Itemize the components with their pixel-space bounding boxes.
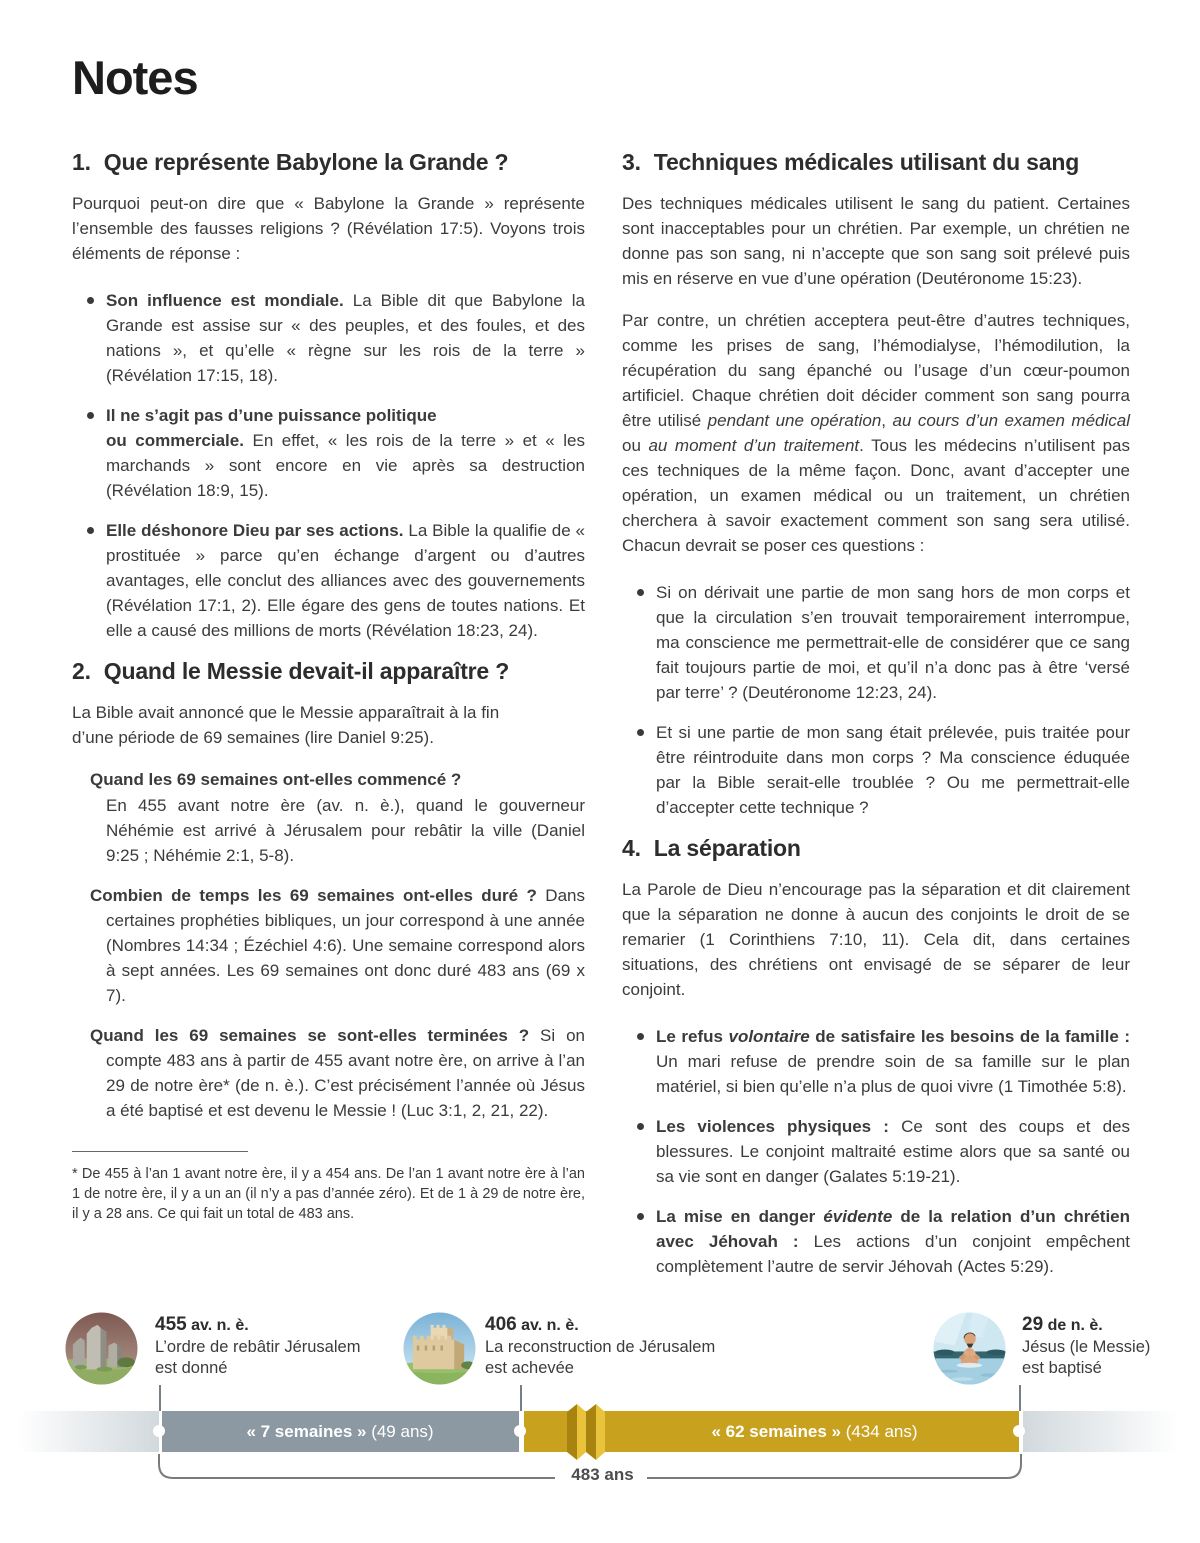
- timeline-tick: [1019, 1385, 1021, 1411]
- timeline-event-29: [1022, 1314, 1150, 1379]
- timeline-tick: [520, 1385, 522, 1411]
- section-3-bullets: [622, 580, 1130, 820]
- event-year: 455: [155, 1314, 187, 1335]
- answer: En 455 avant notre ère (av. n. è.), quand le gouverneur Néhémie est arrivé à Jérusalem pour rebâtir la ville (Daniel 9:25 ; Néhémie 2:1, 5-8).: [106, 796, 585, 865]
- timeline-bar-fade-left: [18, 1411, 159, 1452]
- right-column: [622, 149, 1130, 1294]
- section-1-heading: 1. Que représente Babylone la Grande ?: [72, 149, 509, 175]
- bullet-icon: [637, 729, 644, 736]
- list-item: Les violences physiques : Ce sont des coups et des blessures. Le conjoint maltraité estime alors que sa santé ou sa vie sont en danger (Galates 5:19-21).: [622, 1114, 1130, 1189]
- timeline-event-406: [485, 1314, 715, 1379]
- event-year: 29: [1022, 1314, 1044, 1335]
- question: Quand les 69 semaines ont-elles commencé ?: [90, 770, 462, 789]
- jerusalem-ruins-icon: [65, 1312, 138, 1385]
- jesus-baptism-icon: [933, 1312, 1006, 1385]
- list-item: Si on dérivait une partie de mon sang hors de mon corps et que la circulation s’en trouvait temporairement interrompue, ma conscience me permettrait-elle de considérer que ce sang fait toujours partie de moi, et qu’il n’a donc pas à être ‘versé par terre’ ? (Deutéronome 12:23, 24).: [622, 580, 1130, 705]
- section-2: [72, 658, 585, 1123]
- event-era: av. n. è.: [186, 1317, 249, 1334]
- timeline-node-dot: [514, 1425, 526, 1437]
- list-item: Et si une partie de mon sang était prélevée, puis traitée pour être réintroduite dans mon corps ? Ma conscience éduquée par la Bible serait-elle troublée ? Ou me permettrait-elle d’accepter cette technique ?: [622, 720, 1130, 820]
- event-description: La reconstruction de Jérusalem est achevée: [485, 1338, 716, 1377]
- section-1: [72, 149, 585, 643]
- bullet-icon: [637, 1033, 644, 1040]
- event-era: de n. è.: [1043, 1317, 1103, 1334]
- bullet-icon: [87, 297, 94, 304]
- section-3-heading: 3. Techniques médicales utilisant du sang: [622, 149, 1080, 175]
- timeline-node-dot: [1013, 1425, 1025, 1437]
- section-1-bullets: [72, 288, 585, 643]
- section-1-intro: Pourquoi peut-on dire que « Babylone la Grande » représente l’ensemble des fausses religions ? (Révélation 17:5). Voyons trois éléments de réponse :: [72, 194, 585, 263]
- two-column-layout: [72, 149, 1136, 1294]
- question-block: Combien de temps les 69 semaines ont-elles duré ? Dans certaines prophéties bibliques, un jour correspond à une année (Nombres 14:34 ; Ézéchiel 4:6). Une semaine correspond alors à sept années. Les 69 semaines ont donc duré 483 ans (69 x 7).: [90, 886, 585, 1005]
- list-item: Son influence est mondiale. La Bible dit que Babylone la Grande est assise sur « des peuples, et des foules, et des nations », et qu’elle « règne sur les rois de la terre » (Révélation 17:15, 18).: [72, 288, 585, 388]
- event-description: L’ordre de rebâtir Jérusalem est donné: [155, 1338, 361, 1377]
- list-item: Il ne s’agit pas d’une puissance politique ou commerciale. En effet, « les rois de la terre » et « les marchands » sont encore en vie après sa destruction (Révélation 18:9, 15).: [72, 403, 585, 503]
- question-block: Quand les 69 semaines se sont-elles terminées ? Si on compte 483 ans à partir de 455 avant notre ère, on arrive à l’an 29 de notre ère* (de n. è.). C’est précisément l’année où Jésus a été baptisé et est devenu le Messie ! (Luc 3:1, 2, 21, 22).: [90, 1026, 585, 1120]
- question-block: [72, 767, 585, 868]
- footnote-divider: [72, 1151, 248, 1152]
- list-item: Le refus volontaire de satisfaire les besoins de la famille : Un mari refuse de prendre soin de sa famille sur le plan matériel, si bien qu’elle n’a plus de quoi vivre (1 Timothée 5:8).: [622, 1024, 1130, 1099]
- bullet-icon: [87, 412, 94, 419]
- section-3-paragraph-1: Des techniques médicales utilisent le sang du patient. Certaines sont inacceptables pour un chrétien. Par exemple, un chrétien ne donne pas son sang, ni n’accepte que son sang soit prélevé puis mis en réserve en vue d’une opération (Deutéronome 15:23).: [622, 194, 1130, 288]
- timeline-bar-fade-right: [1023, 1411, 1178, 1452]
- timeline-node-dot: [153, 1425, 165, 1437]
- timeline-total-label: 483 ans: [571, 1465, 634, 1484]
- section-3-paragraph-2: Par contre, un chrétien acceptera peut-être d’autres techniques, comme les prises de sang, l’hémodialyse, l’hémodilution, la récupération du sang épanché ou l’usage d’un cœur-poumon artificiel. Chaque chrétien doit décider comment son sang pourra être utilisé pendant une opération, au cours d’un examen médical ou au moment d’un traitement. Tous les médecins n’utilisent pas ces techniques de la même façon. Donc, avant d’accepter une opération, un examen médical ou un traitement, un chrétien cherchera à savoir exactement comment son sang sera utilisé. Chacun devrait se poser ces questions :: [622, 311, 1131, 555]
- section-4-paragraph: La Parole de Dieu n’encourage pas la séparation et dit clairement que la séparation ne donne à aucun des conjoints le droit de se remarier (1 Corinthiens 7:10, 11). Cela dit, dans certaines situations, des chrétiens ont envisagé de se séparer de leur conjoint.: [622, 880, 1130, 999]
- list-item: Elle déshonore Dieu par ses actions. La Bible la qualifie de « prostituée » parce qu’en échange d’argent ou d’autres avantages, elle conclut des alliances avec des gouvernements (Révélation 17:1, 2). Elle égare des gens de toutes nations. Et elle a causé des millions de morts (Révélation 18:23, 24).: [72, 518, 585, 643]
- section-4: [622, 835, 1130, 1279]
- bullet-icon: [637, 589, 644, 596]
- bullet-icon: [637, 1213, 644, 1220]
- left-column: [72, 149, 585, 1294]
- bar-label-62-weeks: « 62 semaines » (434 ans): [711, 1422, 918, 1441]
- timeline-event-455: [155, 1314, 360, 1379]
- section-2-heading: 2. Quand le Messie devait-il apparaître ?: [72, 658, 510, 684]
- section-4-bullets: [622, 1024, 1130, 1279]
- jerusalem-rebuilt-icon: [403, 1312, 476, 1385]
- event-era: av. n. è.: [516, 1317, 579, 1334]
- footnote: * De 455 à l’an 1 avant notre ère, il y a 454 ans. De l’an 1 avant notre ère à l’an 1 de notre ère, il y a un an (il n’y a pas d’année zéro). Et de 1 à 29 de notre ère, il y a 28 ans. Ce qui fait un total de 483 ans.: [72, 1166, 585, 1222]
- section-3: [622, 149, 1130, 820]
- timeline: [0, 1300, 1200, 1543]
- event-year: 406: [485, 1314, 517, 1335]
- section-4-heading: 4. La séparation: [622, 835, 801, 861]
- bullet-icon: [87, 527, 94, 534]
- timeline-tick: [159, 1385, 161, 1411]
- bullet-icon: [637, 1123, 644, 1130]
- page-title: Notes: [72, 51, 198, 104]
- section-2-intro: La Bible avait annoncé que le Messie apparaîtrait à la fin d’une période de 69 semaines (lire Daniel 9:25).: [72, 703, 500, 747]
- bar-label-7-weeks: « 7 semaines » (49 ans): [246, 1422, 434, 1441]
- list-item: La mise en danger évidente de la relation d’un chrétien avec Jéhovah : Les actions d’un conjoint empêchent complètement l’autre de servir Jéhovah (Actes 5:29).: [622, 1204, 1130, 1279]
- event-description: Jésus (le Messie) est baptisé: [1022, 1338, 1151, 1377]
- timeline-break-icon: [567, 1403, 605, 1466]
